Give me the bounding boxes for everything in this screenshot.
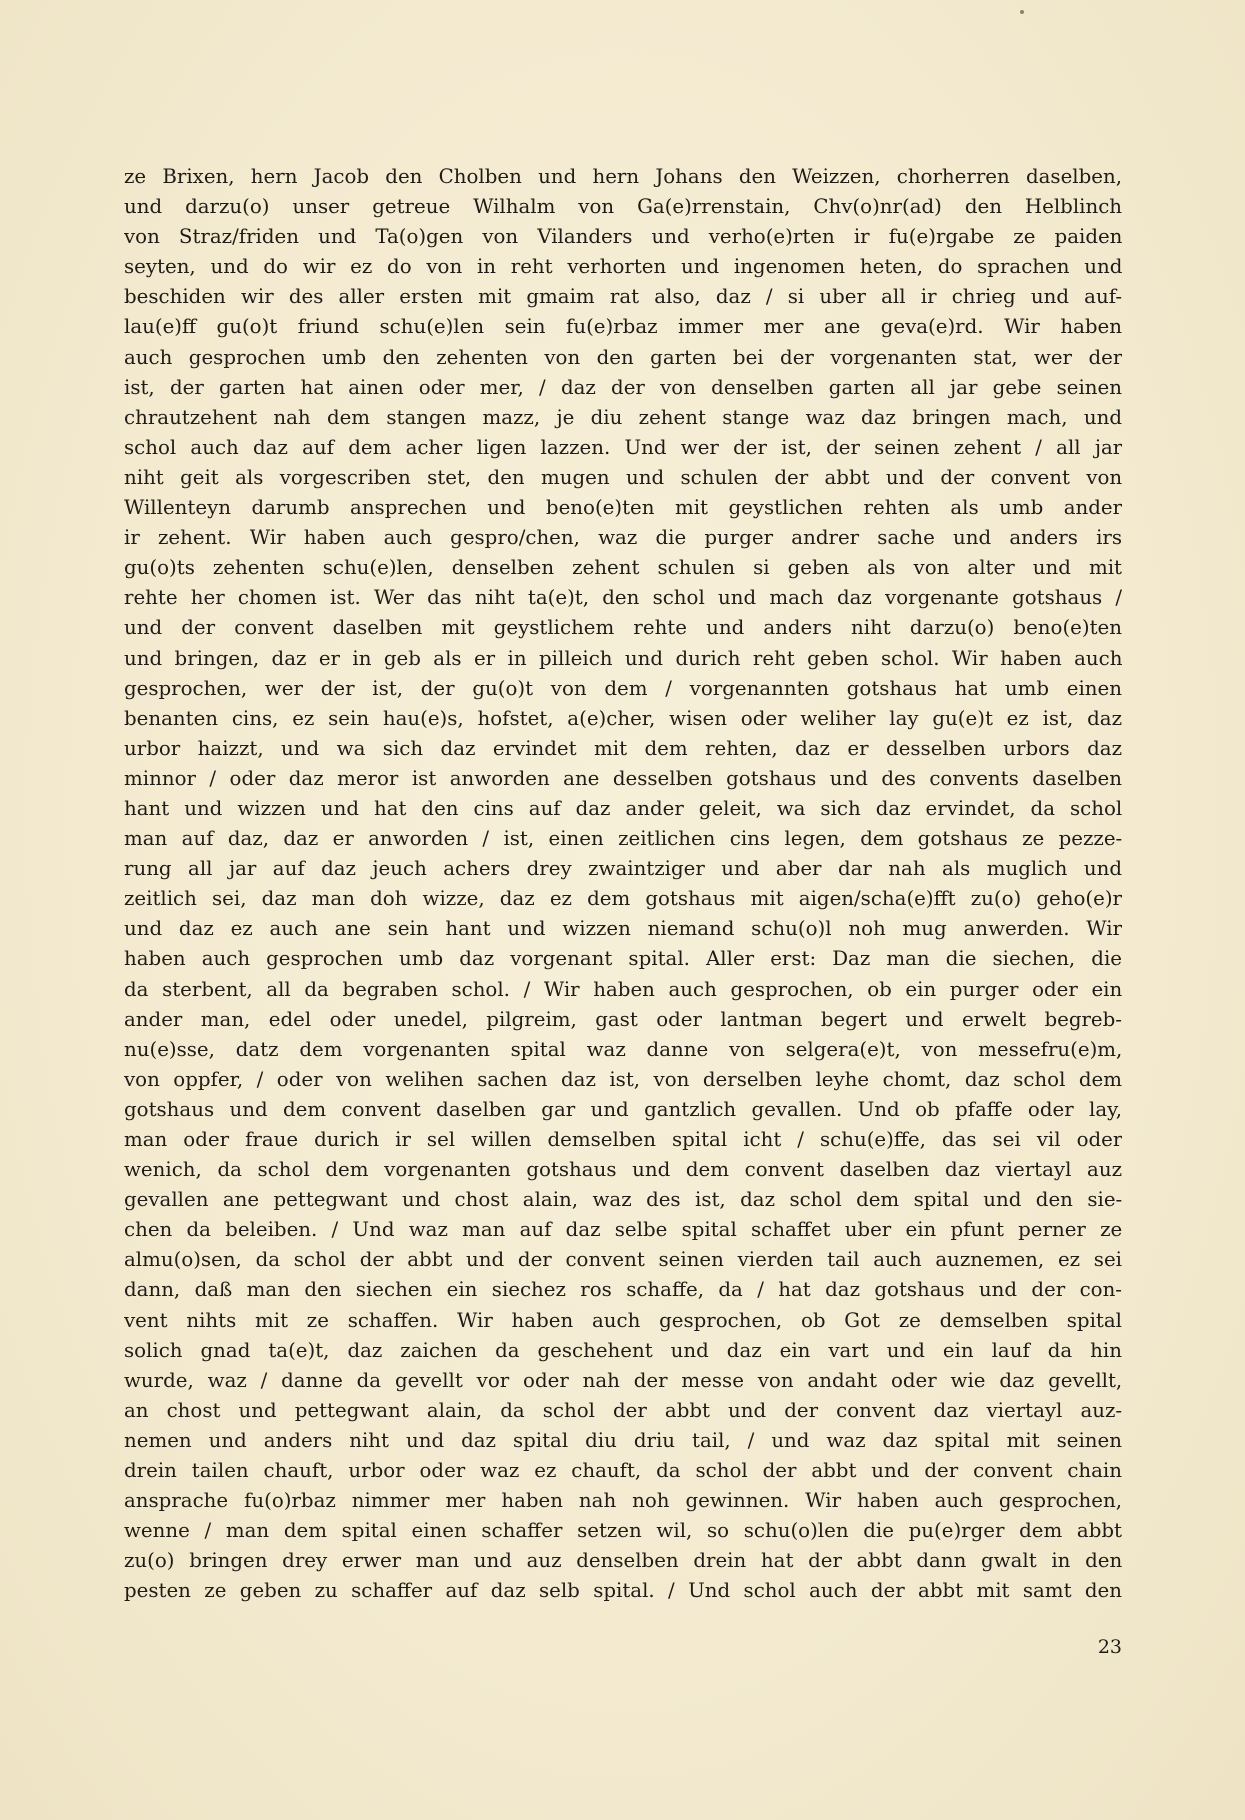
text-line: und daz ez auch ane sein hant und wizzen niemand schu(o)l noh mug anwerden. Wir [124, 917, 1122, 941]
text-line: rehte her chomen ist. Wer das niht ta(e)t, den schol und mach daz vorgenante gotshaus / [124, 586, 1122, 610]
text-line: almu(o)sen, da schol der abbt und der convent seinen vierden tail auch auznemen, ez sei [124, 1248, 1122, 1272]
text-line: gotshaus und dem convent daselben gar und gantzlich gevallen. Und ob pfaffe oder lay, [124, 1097, 1122, 1121]
text-line: chen da beleiben. / Und waz man auf daz selbe spital schaffet uber ein pfunt perner ze [124, 1218, 1122, 1242]
text-line: zu(o) bringen drey erwer man und auz denselben drein hat der abbt dann gwalt in den [124, 1549, 1122, 1573]
text-line: von Straz/friden und Ta(o)gen von Vilanders und verho(e)rten ir fu(e)rgabe ze paiden [124, 225, 1122, 249]
text-line: benanten cins, ez sein hau(e)s, hofstet, a(e)cher, wisen oder weliher lay gu(e)t ez ist, daz [124, 706, 1122, 730]
text-line: seyten, und do wir ez do von in reht verhorten und ingenomen heten, do sprachen und [124, 255, 1122, 279]
text-line: zeitlich sei, daz man doh wizze, daz ez dem gotshaus mit aigen/scha(e)fft zu(o) geho(e)r [124, 887, 1122, 911]
text-line: auch gesprochen umb den zehenten von den garten bei der vorgenanten stat, wer der [124, 345, 1122, 369]
text-line: nemen und anders niht und daz spital diu driu tail, / und waz daz spital mit seinen [124, 1428, 1122, 1452]
page-number: 23 [1097, 1636, 1122, 1658]
text-line: drein tailen chauft, urbor oder waz ez chauft, da schol der abbt und der convent chain [124, 1459, 1122, 1483]
text-line: wurde, waz / danne da gevellt vor oder nah der messe von andaht oder wie daz gevellt, [124, 1368, 1122, 1392]
text-line: urbor haizzt, und wa sich daz ervindet mit dem rehten, daz er desselben urbors daz [124, 736, 1122, 760]
text-line: ander man, edel oder unedel, pilgreim, gast oder lantman begert und erwelt begreb- [124, 1007, 1122, 1031]
text-line: man oder fraue durich ir sel willen demselben spital icht / schu(e)ffe, das sei vil oder [124, 1128, 1122, 1151]
text-line: beschiden wir des aller ersten mit gmaim rat also, daz / si uber all ir chrieg und auf- [124, 285, 1122, 309]
text-line: wenne / man dem spital einen schaffer setzen wil, so schu(o)len die pu(e)rger dem abbt [124, 1519, 1122, 1543]
text-line: von oppfer, / oder von welihen sachen daz ist, von derselben leyhe chomt, daz schol dem [124, 1067, 1122, 1091]
text-line: niht geit als vorgescriben stet, den mugen und schulen der abbt und der convent von [124, 465, 1122, 489]
text-line: gu(o)ts zehenten schu(e)len, denselben zehent schulen si geben als von alter und mit [124, 556, 1122, 580]
text-line: haben auch gesprochen umb daz vorgenant spital. Aller erst: Daz man die siechen, die [124, 947, 1122, 971]
text-line: und der convent daselben mit geystlichem rehte und anders niht darzu(o) beno(e)ten [124, 616, 1122, 640]
text-line: gesprochen, wer der ist, der gu(o)t von dem / vorgenannten gotshaus hat umb einen [124, 676, 1122, 700]
text-line: dann, daß man den siechen ein siechez ros schaffe, da / hat daz gotshaus und der con- [124, 1278, 1122, 1302]
text-line: hant und wizzen und hat den cins auf daz ander geleit, wa sich daz ervindet, da schol [124, 796, 1122, 820]
text-line: ir zehent. Wir haben auch gespro/chen, waz die purger andrer sache und anders irs [124, 526, 1122, 550]
text-line: lau(e)ff gu(o)t friund schu(e)len sein fu(e)rbaz immer mer ane geva(e)rd. Wir haben [124, 315, 1122, 339]
text-line: minnor / oder daz meror ist anworden ane desselben gotshaus und des convents daselben [124, 766, 1122, 790]
text-line: ze Brixen, hern Jacob den Cholben und hern Johans den Weizzen, chorherren daselben, [124, 165, 1122, 188]
text-line: vent nihts mit ze schaffen. Wir haben auch gesprochen, ob Got ze demselben spital [124, 1308, 1122, 1332]
text-line: rung all jar auf daz jeuch achers drey zwaintziger und aber dar nah als muglich und [124, 857, 1122, 881]
body-text [124, 162, 1122, 1607]
text-line: und bringen, daz er in geb als er in pilleich und durich reht geben schol. Wir haben auch [124, 646, 1122, 670]
text-line: ansprache fu(o)rbaz nimmer mer haben nah noh gewinnen. Wir haben auch gesprochen, [124, 1489, 1122, 1513]
text-line: chrautzehent nah dem stangen mazz, je diu zehent stange waz daz bringen mach, und [124, 405, 1122, 429]
text-line: wenich, da schol dem vorgenanten gotshaus und dem convent daselben daz viertayl auz [124, 1158, 1122, 1182]
text-line: ist, der garten hat ainen oder mer, / daz der von denselben garten all jar gebe seinen [124, 375, 1122, 399]
text-line: an chost und pettegwant alain, da schol der abbt und der convent daz viertayl auz- [124, 1398, 1122, 1422]
text-line: nu(e)sse, datz dem vorgenanten spital waz danne von selgera(e)t, von messefru(e)m, [124, 1037, 1122, 1061]
text-line: gevallen ane pettegwant und chost alain, waz des ist, daz schol dem spital und den sie- [124, 1188, 1122, 1212]
text-line: pesten ze geben zu schaffer auf daz selb spital. / Und schol auch der abbt mit samt den [124, 1579, 1122, 1603]
text-line: Willenteyn darumb ansprechen und beno(e)ten mit geystlichen rehten als umb ander [124, 496, 1122, 520]
ink-speck [1020, 10, 1024, 14]
text-line: da sterbent, all da begraben schol. / Wir haben auch gesprochen, ob ein purger oder ein [124, 977, 1122, 1001]
text-line: und darzu(o) unser getreue Wilhalm von Ga(e)rrenstain, Chv(o)nr(ad) den Helblinch [124, 195, 1122, 219]
text-line: man auf daz, daz er anworden / ist, einen zeitlichen cins legen, dem gotshaus ze pezze- [124, 827, 1122, 851]
text-line: solich gnad ta(e)t, daz zaichen da geschehent und daz ein vart und ein lauf da hin [124, 1338, 1122, 1362]
text-line: schol auch daz auf dem acher ligen lazzen. Und wer der ist, der seinen zehent / all jar [124, 435, 1122, 459]
